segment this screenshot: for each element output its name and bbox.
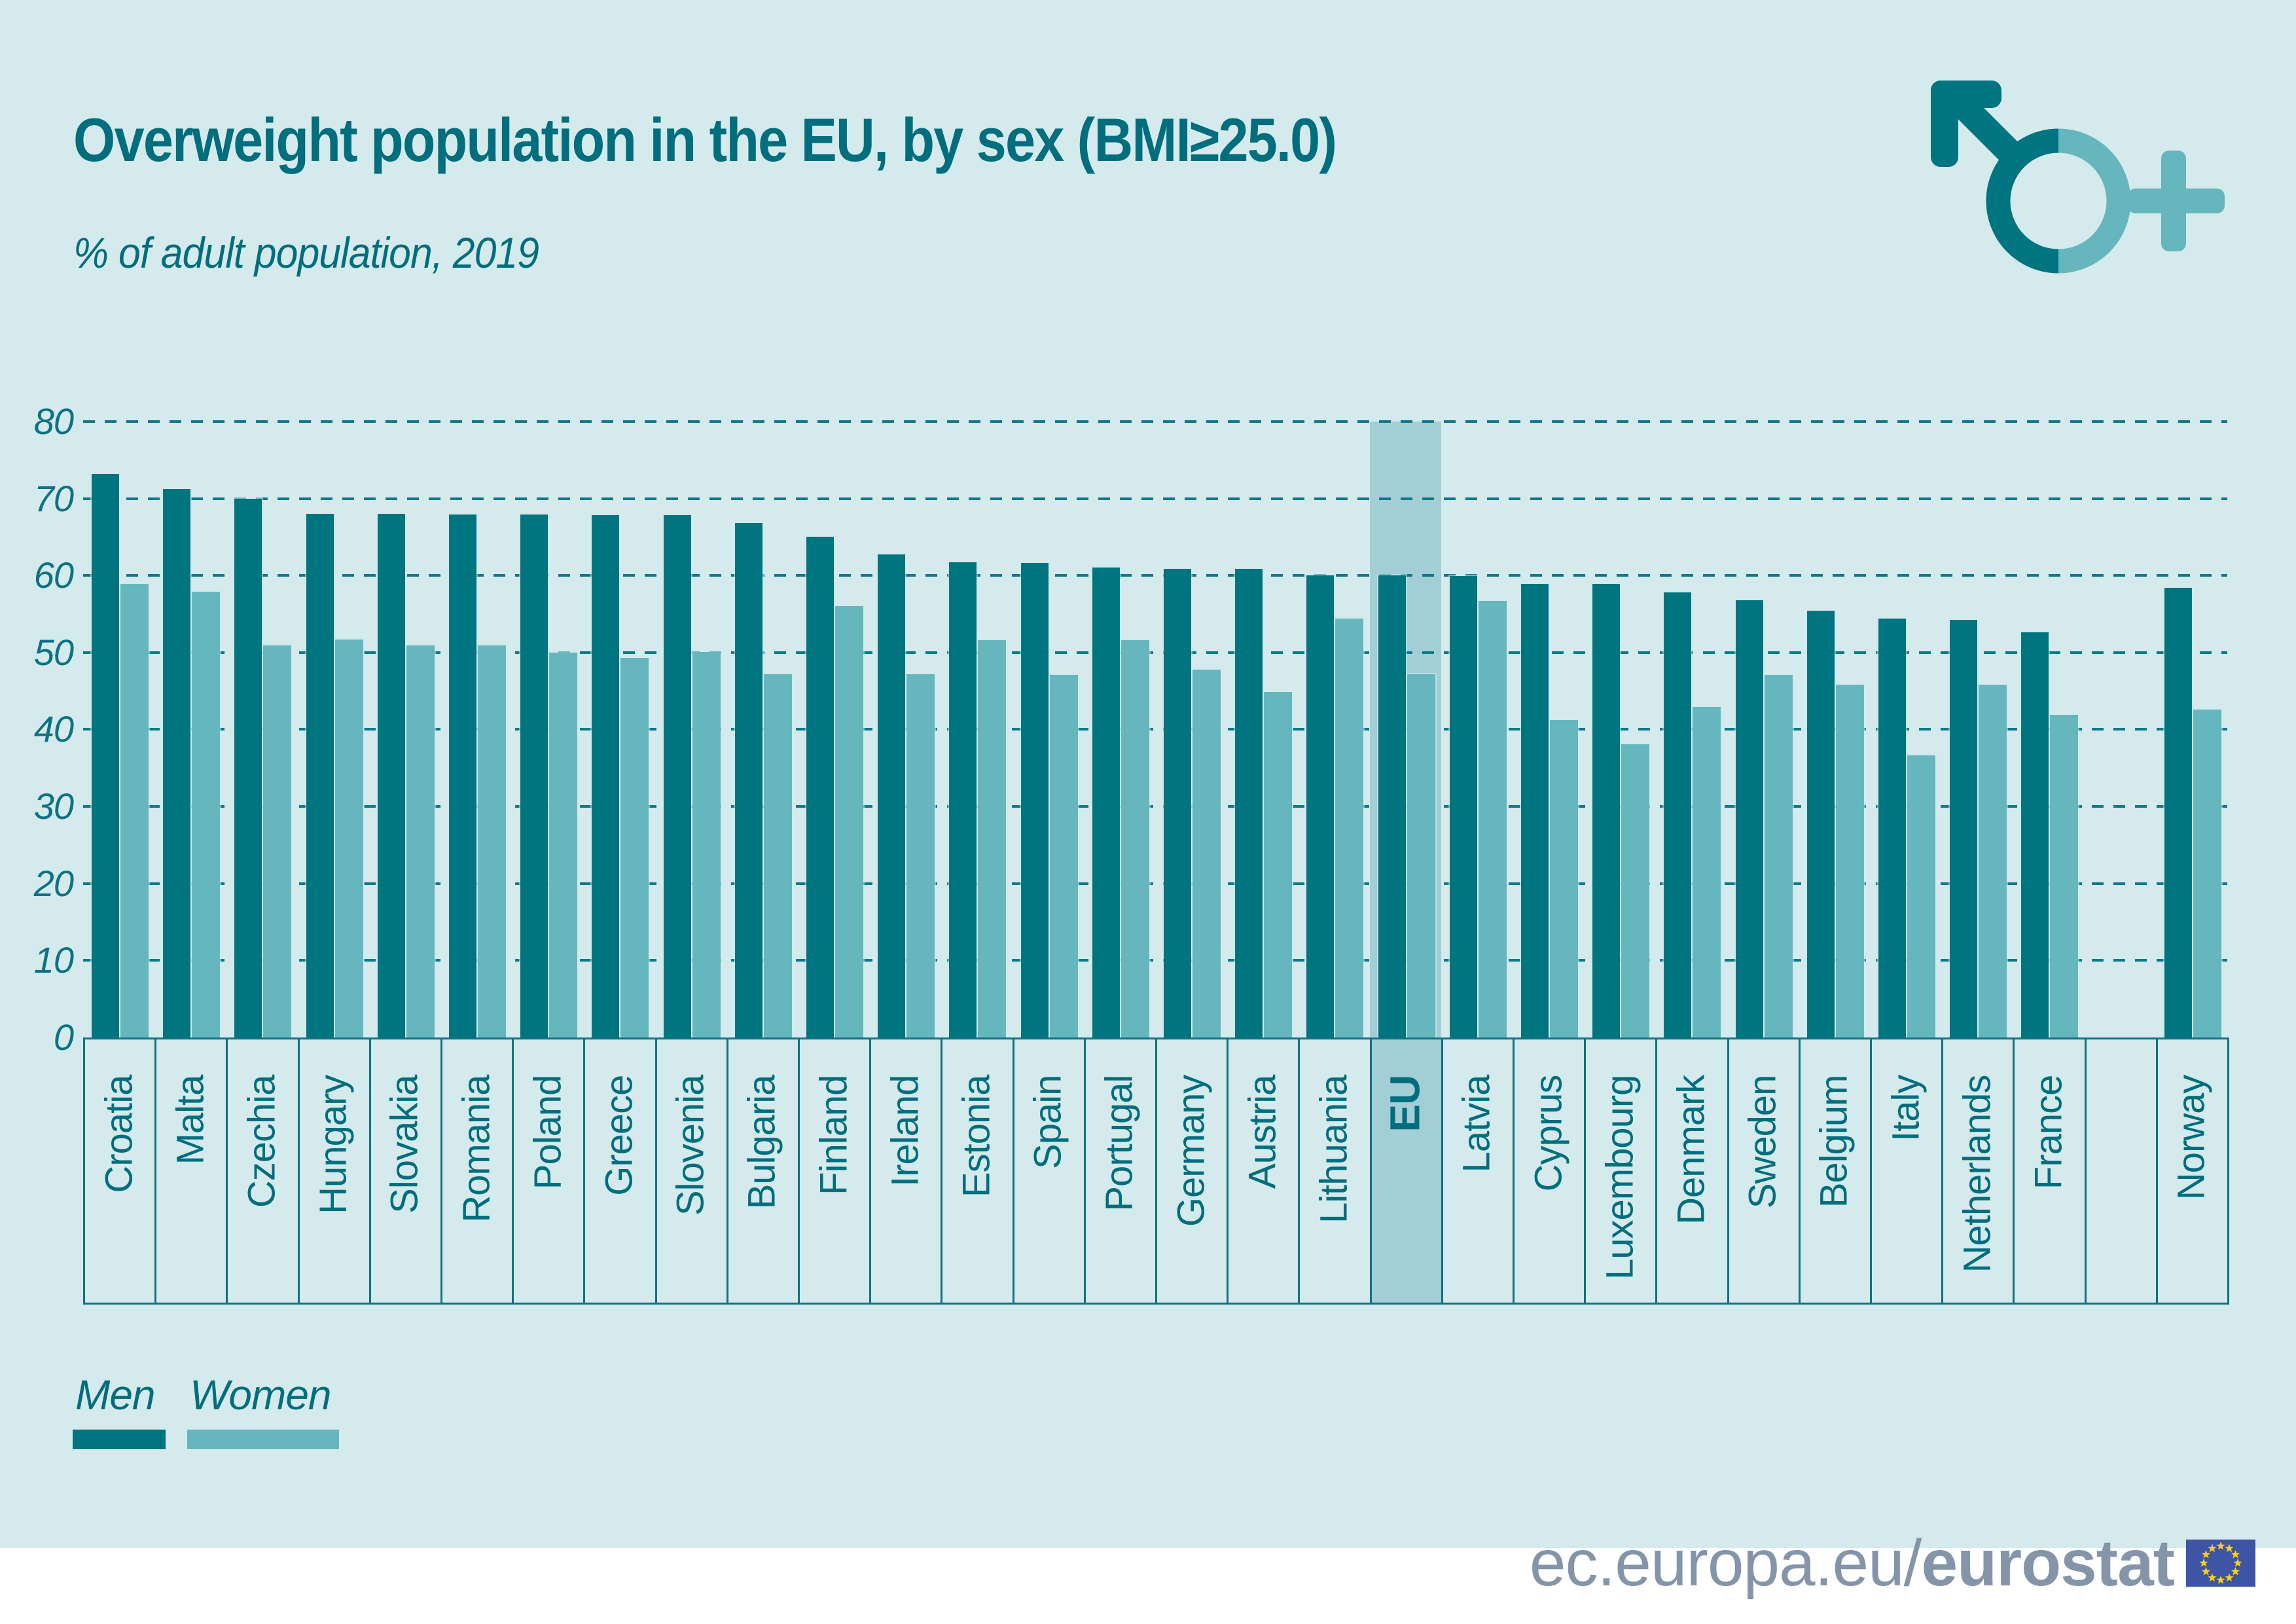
x-axis-label: Estonia <box>955 1075 998 1198</box>
chart-legend <box>73 1371 339 1449</box>
y-axis-tick-label: 20 <box>33 862 73 904</box>
men-bar <box>1878 619 1906 1038</box>
x-axis-label: Hungary <box>312 1075 355 1215</box>
page-subtitle: % of adult population, 2019 <box>73 228 539 277</box>
y-axis-tick-label: 50 <box>33 631 73 673</box>
x-axis-label: Latvia <box>1455 1075 1498 1173</box>
men-bar <box>878 554 905 1038</box>
men-bar <box>592 515 619 1038</box>
men-bar <box>1592 584 1620 1038</box>
legend-item-women <box>187 1371 339 1449</box>
women-bar <box>2050 715 2078 1038</box>
x-axis-label: EU <box>1381 1075 1429 1132</box>
x-axis-label: Lithuania <box>1312 1075 1355 1224</box>
page-title: Overweight population in the EU, by sex (BMI≥25.0) <box>73 105 1336 174</box>
women-bar <box>1979 685 2007 1038</box>
x-axis-label: Finland <box>812 1075 855 1196</box>
x-axis-label: Denmark <box>1670 1075 1713 1225</box>
x-axis-label: Italy <box>1884 1075 1927 1142</box>
women-bar <box>2193 710 2221 1038</box>
men-bar <box>1950 620 1977 1038</box>
legend-swatch-men <box>73 1430 166 1449</box>
men-bar <box>735 523 762 1038</box>
x-axis-label: Slovakia <box>383 1075 426 1214</box>
men-bar <box>163 489 190 1038</box>
women-bar <box>1907 755 1935 1038</box>
women-bar <box>978 640 1006 1038</box>
women-bar <box>406 645 435 1038</box>
men-bar <box>2164 588 2192 1038</box>
men-bar <box>1807 611 1835 1038</box>
x-axis-spacer-box <box>2085 1038 2156 1305</box>
women-bar <box>1264 692 1292 1038</box>
women-bar <box>1407 674 1435 1038</box>
men-bar <box>1164 569 1191 1038</box>
men-bar <box>1306 575 1334 1038</box>
women-bar <box>1621 744 1649 1038</box>
x-axis-label: Croatia <box>98 1075 141 1193</box>
women-bar <box>906 674 935 1038</box>
x-axis-label: Malta <box>169 1075 212 1165</box>
women-bar <box>1193 670 1221 1038</box>
men-bar <box>1664 592 1691 1038</box>
y-axis-tick-label: 70 <box>33 477 73 519</box>
men-bar <box>520 514 548 1038</box>
x-axis-label: Czechia <box>240 1075 283 1208</box>
y-axis-tick-label: 10 <box>33 939 73 981</box>
men-bar <box>949 562 977 1038</box>
y-axis-tick-label: 40 <box>33 708 73 750</box>
x-axis-label: Cyprus <box>1527 1075 1570 1192</box>
women-bar <box>1121 640 1149 1038</box>
x-axis-label: Germany <box>1170 1075 1212 1227</box>
x-axis-label: Sweden <box>1741 1075 1784 1209</box>
men-bar <box>664 515 691 1038</box>
men-bar <box>1450 576 1477 1038</box>
footer-url-regular: ec.europa.eu/ <box>1529 1526 1922 1600</box>
gridline <box>83 420 2227 423</box>
men-bar <box>1235 569 1263 1038</box>
footer-url <box>1530 1526 2174 1601</box>
x-axis-label: Belgium <box>1812 1075 1856 1208</box>
men-bar <box>1736 600 1763 1038</box>
x-axis-label: Spain <box>1026 1075 1069 1170</box>
footer-branding <box>1529 1526 2255 1600</box>
men-bar <box>1021 563 1049 1038</box>
y-axis-tick-label: 80 <box>33 400 73 442</box>
women-bar <box>1050 675 1078 1038</box>
x-axis-label: Ireland <box>884 1075 927 1187</box>
men-bar <box>2021 632 2049 1038</box>
men-bar <box>378 514 405 1038</box>
women-bar <box>192 592 220 1038</box>
women-bar <box>1335 619 1363 1038</box>
women-bar <box>1765 675 1793 1038</box>
x-axis-label: Romania <box>455 1075 497 1223</box>
women-bar <box>1836 685 1864 1038</box>
gridline <box>83 497 2227 500</box>
x-axis-label: Poland <box>526 1075 569 1190</box>
men-bar <box>1378 575 1406 1038</box>
men-bar <box>806 537 834 1038</box>
women-bar <box>549 653 577 1038</box>
women-bar <box>120 584 149 1038</box>
men-bar <box>1092 568 1120 1038</box>
x-axis-label: Greece <box>598 1075 641 1197</box>
footer-url-bold: eurostat <box>1921 1526 2174 1600</box>
y-axis-tick-label: 60 <box>33 554 73 596</box>
women-bar <box>263 645 291 1038</box>
x-axis-label: Luxembourg <box>1598 1075 1641 1280</box>
men-bar <box>92 474 119 1038</box>
x-axis-label: Austria <box>1241 1075 1284 1189</box>
women-bar <box>478 645 506 1038</box>
x-axis-label: France <box>2027 1075 2070 1190</box>
men-bar <box>234 499 262 1038</box>
legend-item-men <box>73 1371 166 1449</box>
x-axis-label: Slovenia <box>669 1075 712 1216</box>
x-axis-label: Netherlands <box>1956 1075 1999 1273</box>
x-axis-label: Bulgaria <box>740 1075 783 1210</box>
legend-label-women: Women <box>190 1371 331 1418</box>
women-bar <box>1693 707 1721 1038</box>
x-axis-label: Portugal <box>1098 1075 1141 1212</box>
men-bar <box>306 514 334 1038</box>
women-bar <box>835 606 863 1038</box>
women-bar <box>1550 720 1578 1038</box>
men-bar <box>449 514 476 1038</box>
x-axis-label: Norway <box>2170 1075 2213 1200</box>
legend-label-men: Men <box>75 1371 155 1418</box>
legend-swatch-women <box>187 1430 339 1449</box>
women-bar <box>1479 601 1507 1038</box>
men-bar <box>1521 584 1549 1038</box>
y-axis-tick-label: 0 <box>53 1017 73 1058</box>
eu-flag-icon <box>2186 1540 2255 1587</box>
women-bar <box>335 640 363 1038</box>
women-bar <box>764 674 792 1038</box>
women-bar <box>692 652 721 1038</box>
women-bar <box>620 658 649 1038</box>
y-axis-tick-label: 30 <box>33 785 73 827</box>
